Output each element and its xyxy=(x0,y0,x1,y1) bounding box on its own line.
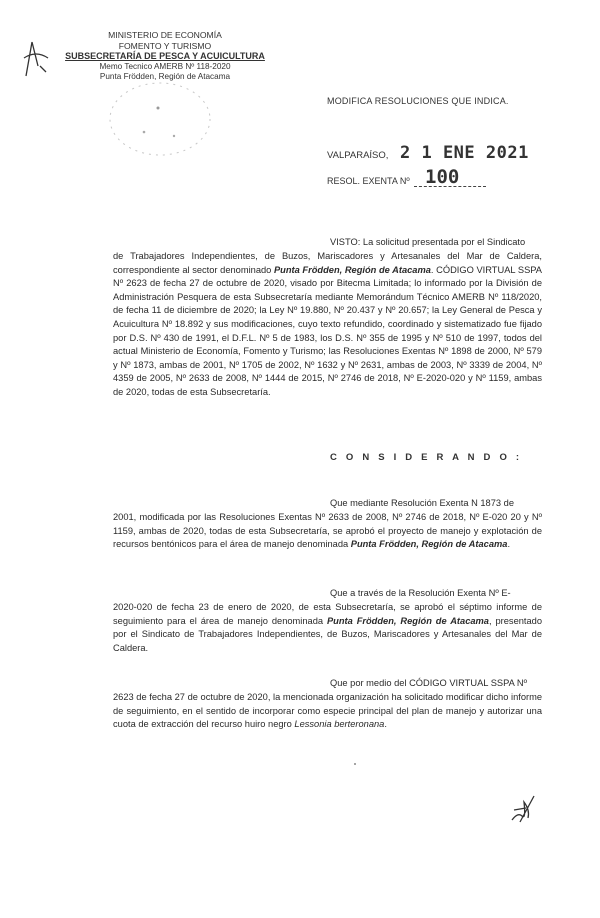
c2-area-name: Punta Frödden, Región de Atacama xyxy=(326,615,489,626)
signature-initials-icon xyxy=(508,792,538,826)
date-stamp: 2 1 ENE 2021 xyxy=(400,143,529,163)
c3-species-name: Lessonia berteronana xyxy=(294,719,385,730)
c1-body: 2001, modificada por las Resoluciones Exentas Nº 2633 de 2008, Nº 2746 de 2018, Nº E-020 20 y Nº 1159, ambas de 2020, todas de esta Subsecretaría, se aprobó el proyecto de manejo y explotación de recursos bentónicos para el área de manejo denominada xyxy=(113,512,542,550)
header-subsecretaria: SUBSECRETARÍA DE PESCA Y ACUICULTURA xyxy=(65,51,265,62)
seal-stamp-icon xyxy=(100,76,220,162)
header-memo: Memo Tecnico AMERB Nº 118-2020 xyxy=(99,61,231,71)
header-ministry: MINISTERIO DE ECONOMÍA xyxy=(108,30,222,40)
considerando-heading: C O N S I D E R A N D O : xyxy=(330,452,523,463)
considerando-3-lead: Que por medio del CÓDIGO VIRTUAL SSPA Nº xyxy=(330,678,527,688)
considerando-2-lead: Que a través de la Resolución Exenta Nº E- xyxy=(330,588,511,598)
considerando-3 xyxy=(113,691,542,732)
considerando-1 xyxy=(113,511,542,552)
initial-mark-icon xyxy=(18,36,52,80)
date-label: VALPARAÍSO, xyxy=(327,150,389,161)
visto-area-name: Punta Frödden, Región de Atacama xyxy=(273,264,431,275)
document-title: MODIFICA RESOLUCIONES QUE INDICA. xyxy=(327,96,509,106)
resolution-label: RESOL. EXENTA Nº xyxy=(327,176,410,186)
c1-end: . xyxy=(507,539,511,550)
c1-area-name: Punta Frödden, Región de Atacama xyxy=(350,539,508,550)
visto-paragraph xyxy=(113,250,542,400)
c3-body: 2623 de fecha 27 de octubre de 2020, la mencionada organización ha solicitado modificar dicho informe de seguimiento, en el sentido de incorporar como especie principal del plan de manejo y autorizar una cuota de extracción del recurso huiro negro xyxy=(113,692,542,730)
resolution-number: 100 xyxy=(425,166,460,188)
visto-text-a: de Trabajadores Independientes, de Buzos, Mariscadores y Artesanales del Mar de Caldera, correspondiente al sector denominado xyxy=(113,251,542,275)
visto-lead: VISTO: La solicitud presentada por el Sindicato xyxy=(330,237,526,247)
considerando-2 xyxy=(113,601,542,655)
c2-body: 2020-020 de fecha 23 de enero de 2020, de esta Subsecretaría, se aprobó el séptimo informe de seguimiento para el área de manejo denominada xyxy=(113,602,542,626)
header-location: Punta Frödden, Región de Atacama xyxy=(99,72,231,82)
header-fomento: FOMENTO Y TURISMO xyxy=(118,40,212,51)
page-speck xyxy=(354,763,356,765)
c2-end: , presentado por el Sindicato de Trabajadores Independientes, de Buzos, Mariscadores y Artesanales del Mar de Caldera. xyxy=(113,615,542,653)
c3-end: . xyxy=(384,719,387,730)
considerando-1-lead: Que mediante Resolución Exenta N 1873 de xyxy=(330,498,514,508)
visto-text-c: . CÓDIGO VIRTUAL SSPA Nº 2623 de fecha 27 de octubre de 2020, visado por Bitecma Limitada; lo informado por la División de Administración Pesquera de esta Subsecretaría mediante Memorándum Técnico AMERB Nº 118/2020, de fecha 11 de diciembre de 2020; la Ley Nº 19.880, Nº 20.437 y Nº 20.657; la Ley General de Pesca y Acuicultura Nº 18.892 y sus modificaciones, cuyo texto refundido, coordinado y sistematizado fue fijado por D.S. Nº 430 de 1991, el D.F.L. Nº 5 de 1983, los D.S. Nº 355 de 1995 y Nº 510 de 1997, todos del actual Ministerio de Economía, Fomento y Turismo; las Resoluciones Exentas Nº 1898 de 2000, Nº 579 y Nº 1873, ambas de 2001, Nº 1705 de 2002, Nº 1632 y Nº 2631, ambas de 2003, Nº 3339 de 2004, Nº 4359 de 2005, Nº 2633 de 2008, Nº 1444 de 2015, Nº 2746 de 2018, Nº E-2020-020 y Nº 1159, ambas de 2020, todas de esta Subsecretaría. xyxy=(113,264,542,397)
